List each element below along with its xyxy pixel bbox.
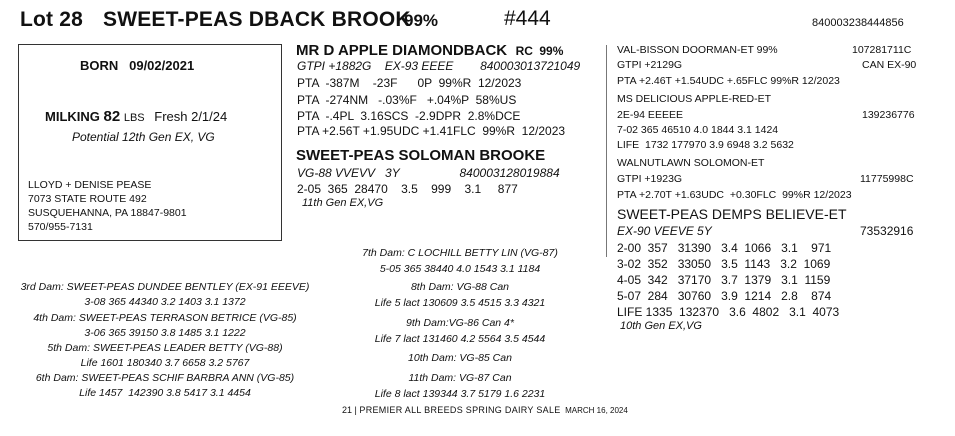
dd-record-3: 4-05 342 37170 3.7 1379 3.1 1159 <box>617 273 831 287</box>
dam-dam: SWEET-PEAS DEMPS BELIEVE-ET <box>617 206 847 222</box>
footer-separator: | <box>354 405 357 415</box>
sire-line-3: PTA -274NM -.03%F +.04%P 58%US <box>297 93 517 107</box>
dam-4-record: 3-06 365 39150 3.8 1485 3.1 1222 <box>84 327 246 339</box>
dd-record-5: LIFE 1335 132370 3.6 4802 3.1 4073 <box>617 305 840 319</box>
sd-reg: 139236776 <box>862 109 915 121</box>
sire-name: MR D APPLE DIAMONDBACK <box>296 42 508 59</box>
sire-line-2: PTA -387M -23F 0P 99%R 12/2023 <box>297 76 522 90</box>
sale-date: MARCH 16, 2024 <box>565 406 628 415</box>
dam-8-record: Life 5 lact 130609 3.5 4515 3.3 4321 <box>374 297 546 309</box>
dam-3-record: 3-08 365 44340 3.2 1403 3.1 1372 <box>84 296 246 308</box>
animal-name: SWEET-PEAS DBACK BROOK <box>103 8 411 31</box>
dam-6-title: 6th Dam: SWEET-PEAS SCHIF BARBRA ANN (VG-85) <box>35 372 295 384</box>
sire-sire-reg: 107281711C <box>852 44 912 56</box>
owner-address: 7073 STATE ROUTE 492 <box>28 193 147 205</box>
sd-class: 2E-94 EEEEE <box>617 109 683 121</box>
ds-pta: PTA +2.70T +1.63UDC +0.30FLC 99%R 12/2023 <box>617 189 852 201</box>
dam-8-title: 8th Dam: VG-88 Can <box>410 281 510 293</box>
dd-reg: 73532916 <box>860 224 914 238</box>
dam-3-title: 3rd Dam: SWEET-PEAS DUNDEE BENTLEY (EX-91 EEEVE) <box>20 281 310 293</box>
dd-record-1: 2-00 357 31390 3.4 1066 3.1 971 <box>617 241 832 255</box>
page-number: 21 <box>342 405 353 415</box>
ds-gtpi: GTPI +1923G <box>617 173 683 185</box>
owner-name: LLOYD + DENISE PEASE <box>28 179 152 191</box>
dam-7-title: 7th Dam: C LOCHILL BETTY LIN (VG-87) <box>362 247 558 259</box>
owner-phone: 570/955-7131 <box>28 221 93 233</box>
dd-gen: 10th Gen EX,VG <box>620 320 702 332</box>
sd-rec-1: 7-02 365 46510 4.0 1844 3.1 1424 <box>617 124 779 136</box>
dam-10-title: 10th Dam: VG-85 Can <box>408 352 512 364</box>
born-date: BORN 09/02/2021 <box>80 58 195 73</box>
dam-5-title: 5th Dam: SWEET-PEAS LEADER BETTY (VG-88) <box>47 342 283 354</box>
column-divider <box>606 45 607 257</box>
dam-6-record: Life 1457 142390 3.8 5417 3.1 4454 <box>79 387 251 399</box>
sd-rec-2: LIFE 1732 177970 3.9 6948 3.2 5632 <box>617 139 794 151</box>
ss-class: CAN EX-90 <box>862 59 917 71</box>
sire-line-1: GTPI +1882G EX-93 EEEE 840003013721049 <box>297 59 581 73</box>
owner-city: SUSQUEHANNA, PA 18847-9801 <box>28 207 187 219</box>
sire-pct: 99% <box>539 44 564 58</box>
sire-dam: MS DELICIOUS APPLE-RED-ET <box>617 93 772 105</box>
dd-class: EX-90 VEEVE 5Y <box>617 224 712 238</box>
sire-sire: VAL-BISSON DOORMAN-ET 99% <box>617 44 778 56</box>
ss-gtpi: GTPI +2129G <box>617 59 683 71</box>
sire-rc: RC <box>515 44 533 58</box>
dam-9-title: 9th Dam:VG-86 Can 4* <box>406 317 514 329</box>
dam-7-record: 5-05 365 38440 4.0 1543 3.1 1184 <box>379 263 541 275</box>
potential: Potential 12th Gen EX, VG <box>72 130 215 144</box>
dam-name: SWEET-PEAS SOLOMAN BROOKE <box>296 147 546 164</box>
sire-line-4: PTA -.4PL 3.16SCS -2.9DPR 2.8%DCE <box>297 109 521 123</box>
fresh-date: Fresh 2/1/24 <box>154 109 228 124</box>
dam-line-2: 2-05 365 28470 3.5 999 3.1 877 <box>297 182 518 196</box>
dd-record-2: 3-02 352 33050 3.5 1143 3.2 1069 <box>617 257 831 271</box>
registration-number: 840003238444856 <box>812 17 904 29</box>
dam-line-3: 11th Gen EX,VG <box>302 197 384 209</box>
catalog-number: #444 <box>504 7 551 30</box>
animal-pct: 99% <box>404 11 439 30</box>
lot-number: Lot 28 <box>20 8 84 31</box>
dam-11-record: Life 8 lact 139344 3.7 5179 1.6 2231 <box>374 388 546 400</box>
ss-pta: PTA +2.46T +1.54UDC +.65FLC 99%R 12/2023 <box>617 75 840 87</box>
sire-line-5: PTA +2.56T +1.95UDC +1.41FLC 99%R 12/2023 <box>297 124 566 138</box>
dam-5-record: Life 1601 180340 3.7 6658 3.2 5767 <box>80 357 250 369</box>
page-footer <box>342 405 628 415</box>
dam-9-record: Life 7 lact 131460 4.2 5564 3.5 4544 <box>374 333 546 345</box>
ds-reg: 11775998C <box>860 173 914 185</box>
dam-line-1: VG-88 VVEVV 3Y 840003128019884 <box>297 166 560 180</box>
milking-unit: LBS <box>123 112 145 124</box>
milking-line <box>45 108 227 125</box>
milking-value: 82 <box>103 108 121 125</box>
dam-11-title: 11th Dam: VG-87 Can <box>408 372 512 384</box>
milking-label: MILKING <box>45 109 100 124</box>
dam-sire: WALNUTLAWN SOLOMON-ET <box>617 157 765 169</box>
dd-record-4: 5-07 284 30760 3.9 1214 2.8 874 <box>617 289 832 303</box>
sale-name: PREMIER ALL BREEDS SPRING DAIRY SALE <box>359 405 561 415</box>
dam-4-title: 4th Dam: SWEET-PEAS TERRASON BETRICE (VG-85) <box>33 312 297 324</box>
